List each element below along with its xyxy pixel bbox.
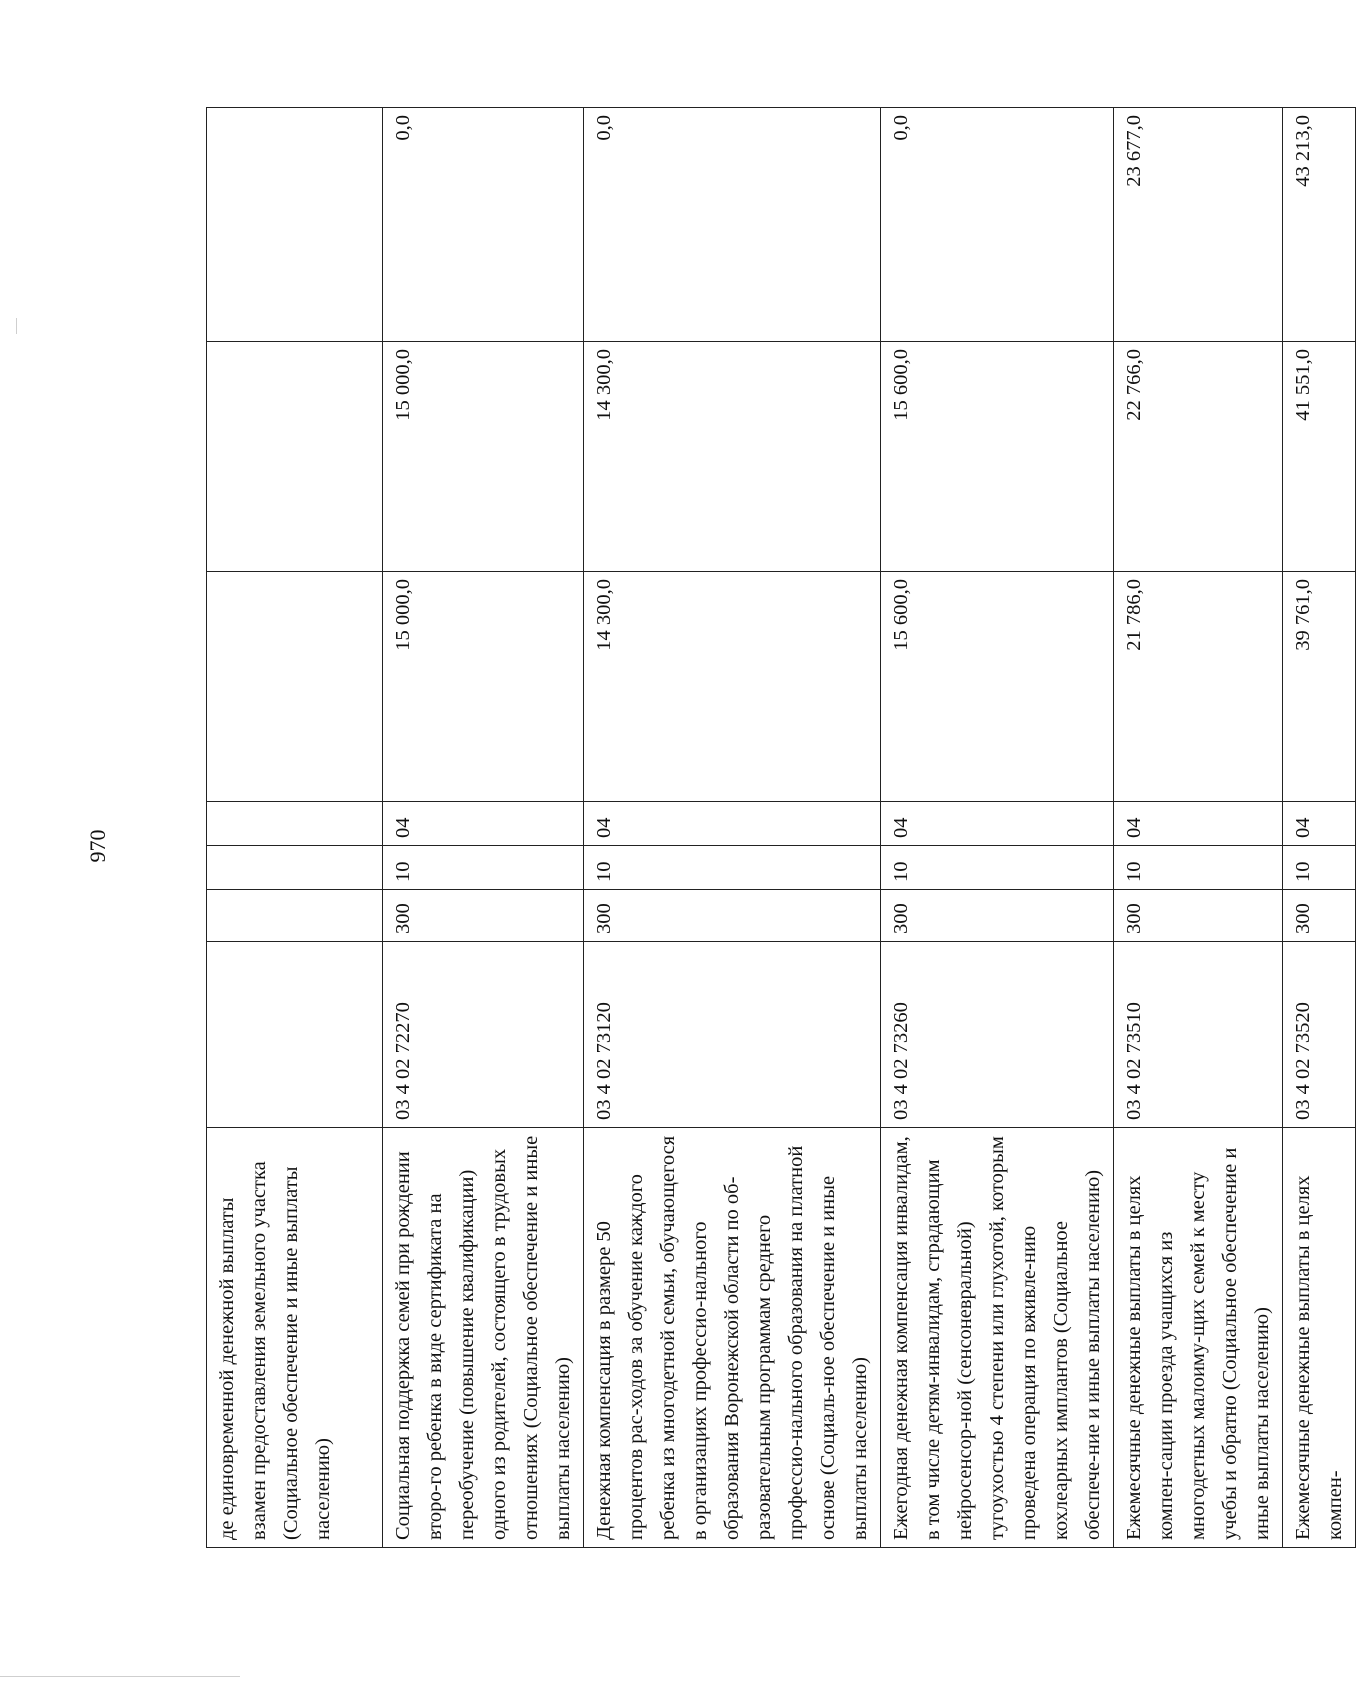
expense-type-cell: 300 (881, 890, 1114, 942)
budget-table (206, 107, 1356, 1548)
amount-year1-cell (207, 572, 383, 802)
budget-code-cell: 03 4 02 73520 (1283, 942, 1356, 1128)
table-row (1114, 108, 1283, 1548)
expense-type-cell: 300 (584, 890, 881, 942)
amount-year2-cell: 15 000,0 (383, 342, 584, 572)
table-row (207, 108, 383, 1548)
section-cell: 10 (1283, 846, 1356, 890)
subsection-cell: 04 (584, 802, 881, 846)
description-cell: Ежемесячные денежные выплаты в целях компен- (1283, 1128, 1356, 1548)
subsection-cell: 04 (383, 802, 584, 846)
description-cell: Ежегодная денежная компенсация инвалидам, в том числе детям-инвалидам, страдающим нейросенсор-ной (сенсоневральной) тугоухостью 4 степени или глухотой, которым проведена операция по вживле-нию кохлеарных имплантов (Социальное обеспече-ние и иные выплаты населению) (881, 1128, 1114, 1548)
amount-year3-cell: 0,0 (881, 108, 1114, 342)
page-number: 970 (85, 829, 110, 863)
scan-edge-mark-bottom (0, 1676, 240, 1677)
description-cell: Ежемесячные денежные выплаты в целях компен-сации проезда учащихся из многодетных малоиму-щих семей к месту учебы и обратно (Социальное обеспечение и иные выплаты населению) (1114, 1128, 1283, 1548)
amount-year2-cell: 15 600,0 (881, 342, 1114, 572)
rotated-table-container (206, 108, 1346, 1548)
amount-year2-cell: 41 551,0 (1283, 342, 1356, 572)
expense-type-cell: 300 (1114, 890, 1283, 942)
amount-year2-cell: 22 766,0 (1114, 342, 1283, 572)
section-cell: 10 (383, 846, 584, 890)
subsection-cell (207, 802, 383, 846)
expense-type-cell: 300 (383, 890, 584, 942)
table-row (1283, 108, 1356, 1548)
amount-year2-cell (207, 342, 383, 572)
amount-year1-cell: 21 786,0 (1114, 572, 1283, 802)
section-cell: 10 (584, 846, 881, 890)
subsection-cell: 04 (1283, 802, 1356, 846)
subsection-cell: 04 (881, 802, 1114, 846)
budget-code-cell: 03 4 02 73260 (881, 942, 1114, 1128)
amount-year1-cell: 15 000,0 (383, 572, 584, 802)
amount-year3-cell: 0,0 (584, 108, 881, 342)
amount-year3-cell (207, 108, 383, 342)
amount-year3-cell: 23 677,0 (1114, 108, 1283, 342)
expense-type-cell (207, 890, 383, 942)
table-row (881, 108, 1114, 1548)
scan-edge-mark-top (16, 318, 17, 334)
description-cell: де единовременной денежной выплаты взамен предоставления земельного участка (Социальное обеспечение и иные выплаты населению) (207, 1128, 383, 1548)
budget-code-cell (207, 942, 383, 1128)
table-row (383, 108, 584, 1548)
section-cell (207, 846, 383, 890)
amount-year3-cell: 0,0 (383, 108, 584, 342)
section-cell: 10 (881, 846, 1114, 890)
section-cell: 10 (1114, 846, 1283, 890)
table-row (584, 108, 881, 1548)
expense-type-cell: 300 (1283, 890, 1356, 942)
amount-year1-cell: 39 761,0 (1283, 572, 1356, 802)
table-body (207, 108, 1356, 1548)
description-cell: Социальная поддержка семей при рождении второ-го ребенка в виде сертификата на переобучение (повышение квалификации) одного из родителей, состоящего в трудовых отношениях (Социальное обеспечение и иные выплаты населению) (383, 1128, 584, 1548)
description-cell: Денежная компенсация в размере 50 процентов рас-ходов за обучение каждого ребенка из многодетной семьи, обучающегося в организациях профессио-нального образования Воронежской области по об-разовательным программам среднего профессио-нального образования на платной основе (Социаль-ное обеспечение и иные выплаты населению) (584, 1128, 881, 1548)
amount-year1-cell: 15 600,0 (881, 572, 1114, 802)
amount-year1-cell: 14 300,0 (584, 572, 881, 802)
budget-code-cell: 03 4 02 72270 (383, 942, 584, 1128)
budget-code-cell: 03 4 02 73510 (1114, 942, 1283, 1128)
amount-year3-cell: 43 213,0 (1283, 108, 1356, 342)
budget-code-cell: 03 4 02 73120 (584, 942, 881, 1128)
amount-year2-cell: 14 300,0 (584, 342, 881, 572)
subsection-cell: 04 (1114, 802, 1283, 846)
